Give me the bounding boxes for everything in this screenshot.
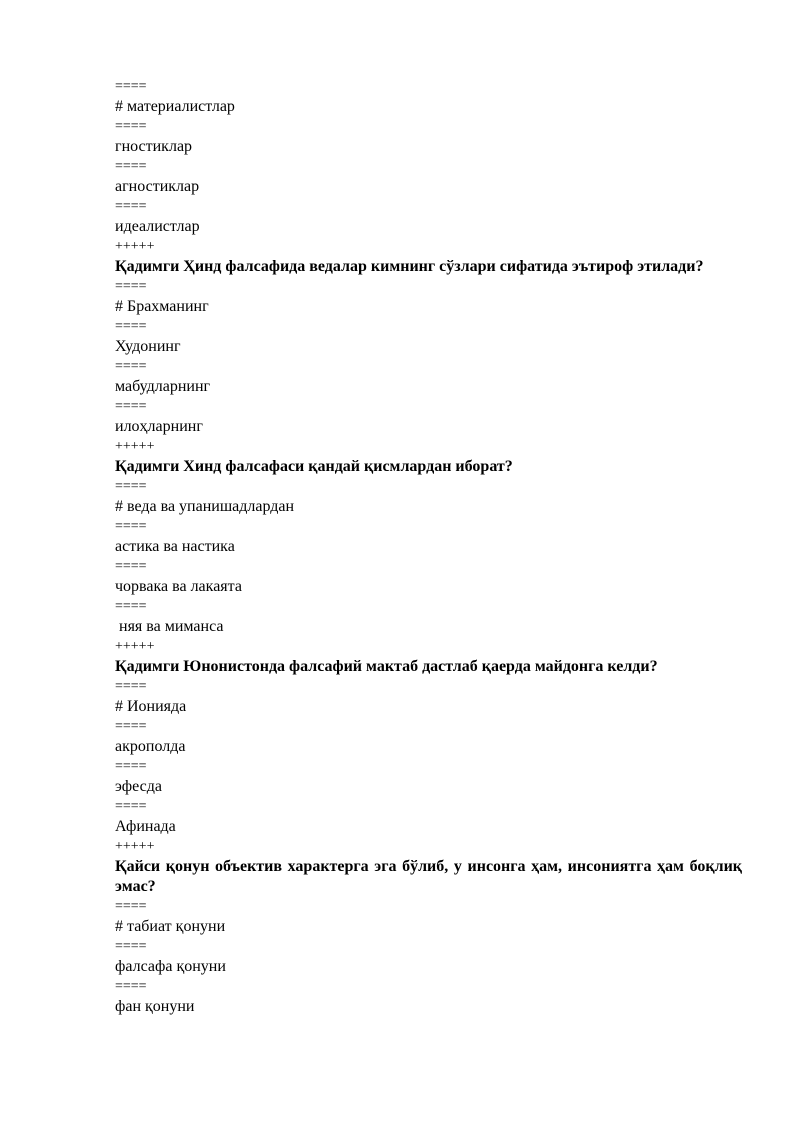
answer-option: фан қонуни — [115, 998, 195, 1015]
separator-line: ==== — [115, 599, 147, 614]
question-text: Қадимги Юнонистонда фалсафий мактаб дастлаб қаерда майдонга келди? — [115, 658, 658, 675]
separator-line: ==== — [115, 479, 147, 494]
separator-line: ==== — [115, 719, 147, 734]
document-body — [115, 77, 742, 1017]
separator-line: ==== — [115, 119, 147, 134]
separator-line: ==== — [115, 799, 147, 814]
answer-option: эфесда — [115, 778, 162, 795]
answer-option: # Брахманинг — [115, 298, 209, 315]
separator-line: ==== — [115, 559, 147, 574]
answer-option: мабудларнинг — [115, 378, 211, 395]
answer-option: # табиат қонуни — [115, 918, 226, 935]
question-text: Қайси қонун объектив характерга эга бўлиб, у инсонга ҳам, инсониятга ҳам боқлиқ эмас? — [115, 858, 742, 895]
separator-line: ==== — [115, 79, 147, 94]
separator-line: ==== — [115, 679, 147, 694]
separator-line: ==== — [115, 159, 147, 174]
separator-line: ==== — [115, 519, 147, 534]
question-text: Қадимги Ҳинд фалсафида ведалар кимнинг сўзлари сифатида эътироф этилади? — [115, 258, 704, 275]
separator-line: ==== — [115, 319, 147, 334]
separator-line: ==== — [115, 359, 147, 374]
answer-option: идеалистлар — [115, 218, 200, 235]
answer-option: агностиклар — [115, 178, 200, 195]
separator-line: ==== — [115, 979, 147, 994]
separator-line: ==== — [115, 899, 147, 914]
separator-line: ==== — [115, 939, 147, 954]
separator-line: +++++ — [115, 639, 155, 654]
separator-line: +++++ — [115, 839, 155, 854]
answer-option: акрополда — [115, 738, 186, 755]
answer-option: гностиклар — [115, 138, 193, 155]
answer-option: Афинада — [115, 818, 176, 835]
answer-option: # материалистлар — [115, 98, 235, 115]
answer-option: # веда ва упанишадлардан — [115, 498, 295, 515]
answer-option: астика ва настика — [115, 538, 235, 555]
question-text: Қадимги Хинд фалсафаси қандай қисмлардан иборат? — [115, 458, 513, 475]
separator-line: ==== — [115, 759, 147, 774]
answer-option: Худонинг — [115, 338, 181, 355]
separator-line: ==== — [115, 199, 147, 214]
answer-option: няя ва миманса — [115, 618, 224, 635]
separator-line: +++++ — [115, 439, 155, 454]
separator-line: ==== — [115, 279, 147, 294]
answer-option: илоҳларнинг — [115, 418, 203, 435]
answer-option: чорвака ва лакаята — [115, 578, 242, 595]
answer-option: фалсафа қонуни — [115, 958, 226, 975]
answer-option: # Ионияда — [115, 698, 187, 715]
separator-line: ==== — [115, 399, 147, 414]
separator-line: +++++ — [115, 239, 155, 254]
